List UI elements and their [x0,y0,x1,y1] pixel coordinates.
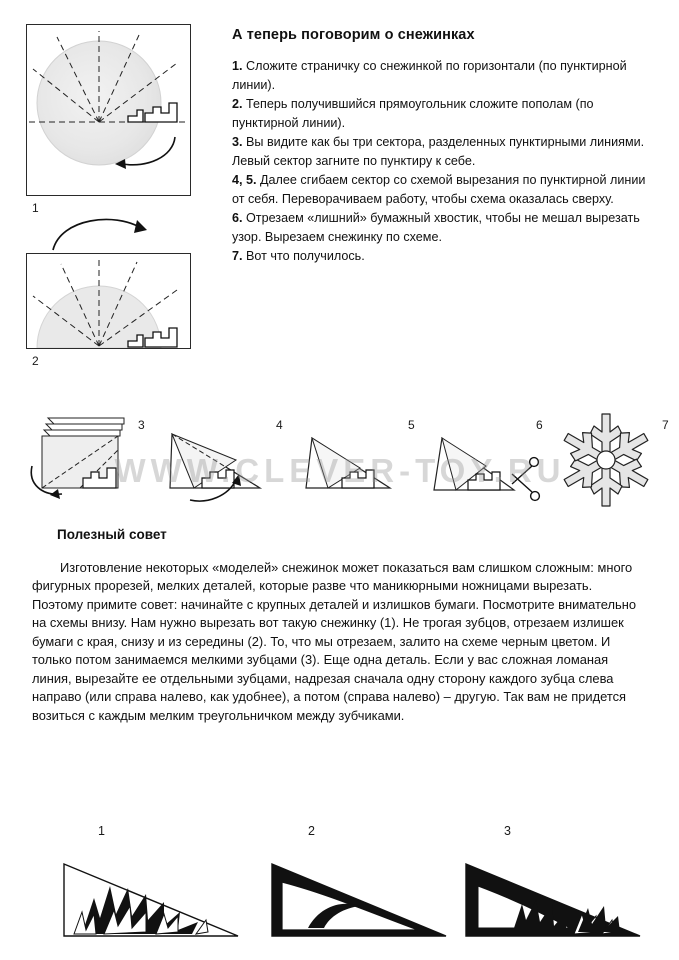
watermark-text: WWW.CLEVER-TOY.RU [114,452,566,489]
triangle-patterns-group [30,826,650,942]
instruction-step-7 [232,247,652,266]
instructions-block [232,27,652,267]
page-title: А теперь поговорим о снежинках [232,27,475,43]
step-4-diagram [164,404,274,504]
advice-body: Изготовление некоторых «моделей» снежинок может показаться вам слишком сложным: много фигурных прорезей, мелких деталей, которые разве что маникюрными ножницами вырезать. Поэтому примите совет: начинайте с крупных деталей и излишков бумаги. Посмотрите внимательно на схемы внизу. Нам нужно вырезать вот такую снежинку (1). Не трогая зубцов, отрезаем излишек бумаги с края, снизу и из середины (2). То, что мы отрезаем, залито на схеме черным цветом. И только потом занимаемся мелкими зубцами (3). Еще одна деталь. Если у вас сложная ломаная линия, вырезайте ее отдельными зубцами, надрезая сначала одну сторону каждого зубца слева направо (или справа налево, как удобнее), а потом (справа налево) – другую. Так вам не придется возиться с каждым мелким треугольничком между зубчиками. [32,560,637,723]
step-text-3: Вы видите как бы три сектора, разделенных пунктирными линиями. Левый сектор загните по пунктиру к себе. [232,135,645,168]
instruction-step-1 [232,57,652,94]
scissors-icon [512,458,539,501]
step-3-diagram [28,404,138,504]
step-number-7: 7. [232,249,243,263]
figure-caption-7: 7 [662,418,669,432]
figure-caption-1: 1 [32,201,39,215]
figure-triangle-2 [268,826,458,938]
triangle-caption-3: 3 [504,824,511,838]
instruction-step-3 [232,133,652,170]
figure-caption-5: 5 [408,418,415,432]
step-text-4-5: Далее сгибаем сектор со схемой вырезания по пунктирной линии от себя. Переворачиваем работу, чтобы схема оказалась сверху. [232,173,646,206]
fold-arrow-icon [37,210,157,252]
instruction-step-2 [232,95,652,132]
step-number-3: 3. [232,135,243,149]
step-text-7: Вот что получилось. [246,249,365,263]
step-text-2: Теперь получившийся прямоугольник сложите пополам (по пунктирной линии). [232,97,594,130]
process-strip [24,404,669,514]
advice-title: Полезный совет [57,527,167,542]
step-number-4-5: 4, 5. [232,173,257,187]
figure-caption-4: 4 [276,418,283,432]
top-figures-group [26,24,216,368]
step-number-2: 2. [232,97,243,111]
figure-triangle-3 [462,826,652,938]
triangle-pattern-1-diagram [60,842,250,942]
instruction-step-4-5 [232,171,652,208]
folded-rectangle-diagram [27,254,190,348]
figure-caption-6: 6 [536,418,543,432]
figure-caption-3: 3 [138,418,145,432]
figure-step-5 [298,404,415,510]
instruction-step-6 [232,209,652,246]
triangle-caption-1: 1 [98,824,105,838]
triangle-pattern-3-diagram [462,842,652,942]
step-number-6: 6. [232,211,243,225]
square-sheet-diagram [27,25,190,195]
figure-step-6 [426,404,543,510]
figure-step-4 [164,404,283,510]
step-5-diagram [298,404,408,504]
figure-square-sheet-with-fold-lines [26,24,191,196]
figure-folded-rectangle-with-fold-lines [26,253,191,349]
step-number-1: 1. [232,59,243,73]
figure-caption-2: 2 [32,354,39,368]
step-text-6: Отрезаем «лишний» бумажный хвостик, чтобы не мешал вырезать узор. Вырезаем снежинку по схеме. [232,211,640,244]
figure-step-7 [554,404,669,510]
figure-triangle-1 [60,826,250,938]
figure-step-3 [28,404,145,510]
step-text-1: Сложите страничку со снежинкой по горизонтали (по пунктирной линии). [232,59,627,92]
triangle-caption-2: 2 [308,824,315,838]
triangle-pattern-2-diagram [268,842,458,942]
snowflake-icon [554,404,662,508]
step-6-diagram [426,404,546,508]
